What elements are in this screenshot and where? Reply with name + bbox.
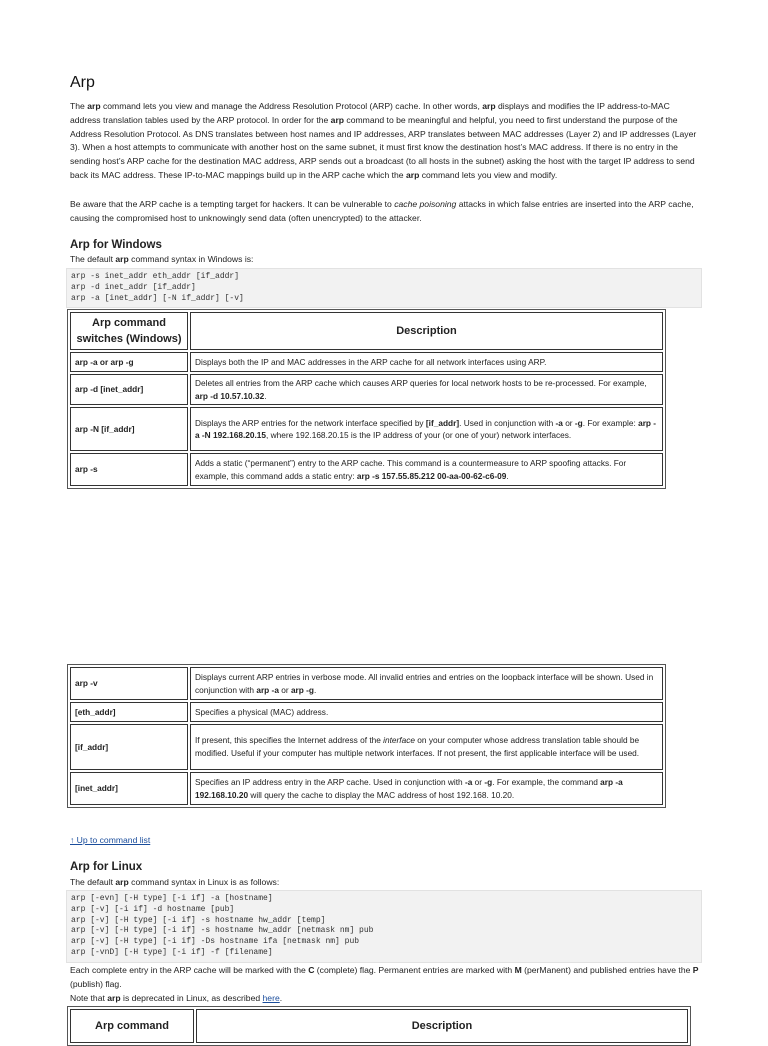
inline-link[interactable]: here xyxy=(262,993,280,1003)
switch-cell xyxy=(70,724,188,770)
text-run: Each complete entry in the ARP cache will be marked with the xyxy=(70,965,309,975)
text-run: . xyxy=(506,470,509,481)
text-run: is deprecated in Linux, as described xyxy=(120,993,263,1003)
text-run: or xyxy=(278,684,291,695)
text-run: (complete) flag. Permanent entries are marked with xyxy=(314,965,515,975)
switch-cell xyxy=(70,453,188,486)
bold-term: -g xyxy=(484,776,493,787)
bold-term: arp -a -N 192.168.20.15 xyxy=(195,417,657,441)
switch-cell xyxy=(70,772,188,805)
text-run: . For example: xyxy=(582,417,639,428)
text-run: Be aware that the ARP cache is a tempting target for hackers. It can be vulnerable to xyxy=(70,199,395,209)
table-row xyxy=(70,374,663,405)
bold-term: M xyxy=(514,965,522,975)
text-run: The default xyxy=(70,254,116,264)
text-run: . xyxy=(279,993,283,1003)
description-cell xyxy=(190,407,663,451)
table-header-description: Description xyxy=(190,312,663,350)
bold-term: [if_addr] xyxy=(425,417,460,428)
table-row xyxy=(70,453,663,486)
text-run: command to be meaningful and helpful, you need to first understand the purpose of the Address Resolution Protocol. As DNS translates between host names and IP addresses, ARP translates between MAC addresses (Layer 2) and IP addresses (Layer 3). When a host attempts to communicate with another host on the same subnet, it must first know the destination host’s MAC address. If there is no entry in the sending host’s ARP cache for the destination MAC address, ARP sends out a broadcast (to all hosts in the subnet) asking the host with the target IP address to send back its MAC address. These IP-to-MAC mappings build up in the ARP cache which the xyxy=(70,114,697,180)
bold-term: arp -d 10.57.10.32 xyxy=(195,390,265,401)
text-run: command syntax in Linux is as follows: xyxy=(128,877,280,887)
bold-term: [inet_addr] xyxy=(75,783,118,794)
table-row xyxy=(70,702,663,722)
table-row xyxy=(70,772,663,805)
table-row xyxy=(70,352,663,372)
description-cell xyxy=(190,724,663,770)
linux-syntax-code: arp [-evn] [-H type] [-i if] -a [hostname] arp [-v] [-i if] -d hostname [pub] arp [-v] [-H type] [-i if] -s hostname hw_addr [temp] arp [-v] [-H type] [-i if] -s hostname hw_addr [netmask nm] pub arp [-v] [-H type] [-i if] -Ds hostname ifa [netmask nm] pub arp [-vnD] [-H type] [-i if] -f [filename] xyxy=(66,890,702,963)
bold-term: arp -N [if_addr] xyxy=(75,423,135,434)
text-run: Displays both the IP and MAC addresses in the ARP cache for all network interfaces using ARP. xyxy=(195,356,547,367)
windows-switch-table-top xyxy=(67,309,666,489)
switch-cell xyxy=(70,407,188,451)
windows-table-top-body xyxy=(70,352,663,486)
switch-cell xyxy=(70,374,188,405)
windows-syntax-code: arp -s inet_addr eth_addr [if_addr] arp -d inet_addr [if_addr] arp -a [inet_addr] [-N if_addr] [-v] xyxy=(66,268,702,308)
intro-paragraph-2 xyxy=(70,198,700,226)
description-cell xyxy=(190,667,663,700)
text-run: Specifies a physical (MAC) address. xyxy=(195,706,329,717)
linux-heading: Arp for Linux xyxy=(70,861,143,873)
text-run: or xyxy=(97,356,111,367)
text-run: Displays current ARP entries in verbose mode. All invalid entries and entries on the loopback interface will be shown. Used in conjunction with xyxy=(195,671,654,695)
text-run: command syntax in Windows is: xyxy=(128,254,254,264)
linux-table-header-description: Description xyxy=(196,1009,688,1043)
description-cell xyxy=(190,374,663,405)
italic-term: interface xyxy=(383,735,415,746)
text-run: . For example, the command xyxy=(492,776,601,787)
text-run: command lets you view and modify. xyxy=(419,169,558,180)
description-cell xyxy=(190,453,663,486)
bold-term: arp xyxy=(482,101,496,111)
text-run: or xyxy=(472,776,485,787)
up-to-command-list-link[interactable]: ↑ Up to command list xyxy=(70,835,151,845)
bold-term: arp xyxy=(115,254,129,264)
bold-term: -a xyxy=(555,417,563,428)
text-run: will query the cache to display the MAC address of host 192.168. 10.20. xyxy=(248,789,515,800)
description-cell xyxy=(190,772,663,805)
bold-term: arp -g xyxy=(110,356,134,367)
text-run: , where 192.168.20.15 is the IP address of your (or one of your) network interfaces. xyxy=(266,430,572,441)
table-row xyxy=(70,667,663,700)
switch-cell xyxy=(70,702,188,722)
windows-heading: Arp for Windows xyxy=(70,239,162,251)
linux-syntax-intro xyxy=(70,876,700,890)
text-run: . xyxy=(314,684,317,695)
switch-cell xyxy=(70,667,188,700)
bold-term: arp -a 192.168.10.20 xyxy=(195,776,623,800)
description-cell xyxy=(190,352,663,372)
text-run: or xyxy=(562,417,575,428)
text-run: . xyxy=(264,390,267,401)
text-run: displays and modifies the IP address-to-MAC address translation tables used by the ARP protocol. In order for the xyxy=(70,101,670,125)
windows-switch-table-bottom xyxy=(67,664,666,808)
page-title: Arp xyxy=(70,74,95,91)
linux-flags-note xyxy=(70,964,700,992)
text-run: Deletes all entries from the ARP cache which causes ARP queries for local network hosts to be re-processed. For example, xyxy=(195,378,647,388)
description-cell xyxy=(190,702,663,722)
text-run: The default xyxy=(70,877,116,887)
linux-deprecated-note xyxy=(70,992,700,1006)
bold-term: arp -a xyxy=(256,684,279,695)
text-run: on your computer whose address translation table should be modified. Useful if your computer has multiple network interfaces. If not present, the first applicable interface will be used. xyxy=(195,735,640,758)
text-run: If present, this specifies the Internet address of the xyxy=(195,735,384,746)
bold-term: arp -s xyxy=(75,464,98,475)
bold-term: -a xyxy=(464,776,473,787)
bold-term: arp xyxy=(405,169,420,180)
bold-term: arp -d [inet_addr] xyxy=(75,384,144,395)
linux-switch-table xyxy=(67,1006,691,1046)
bold-term: arp -v xyxy=(75,678,98,689)
text-run: Displays the ARP entries for the network interface specified by xyxy=(195,417,426,428)
table-row xyxy=(70,724,663,770)
bold-term: arp xyxy=(115,877,129,887)
bold-term: C xyxy=(308,965,315,975)
windows-table-bottom-body xyxy=(70,667,663,805)
bold-term: arp xyxy=(87,101,101,111)
bold-term: arp xyxy=(107,993,121,1003)
table-header-switches: Arp command switches (Windows) xyxy=(70,312,188,350)
intro-paragraph-1 xyxy=(70,100,700,183)
bold-term: -g xyxy=(574,417,583,428)
text-run: (perManent) and published entries have the xyxy=(521,965,693,975)
text-run: Specifies an IP address entry in the ARP cache. Used in conjunction with xyxy=(195,776,465,787)
table-row xyxy=(70,407,663,451)
text-run: attacks in which false entries are inserted into the ARP cache, causing the compromised host to unknowingly send data (often unencrypted) to the attacker. xyxy=(70,199,694,223)
switch-cell xyxy=(70,352,188,372)
text-run: command lets you view and manage the Address Resolution Protocol (ARP) cache. In other words, xyxy=(100,101,483,111)
bold-term: P xyxy=(692,965,699,975)
italic-term: cache poisoning xyxy=(394,199,457,209)
bold-term: arp -g xyxy=(290,684,314,695)
bold-term: [if_addr] xyxy=(75,741,109,752)
bold-term: [eth_addr] xyxy=(75,706,116,717)
text-run: . Used in conjunction with xyxy=(459,417,556,428)
bold-term: arp -s 157.55.85.212 00-aa-00-62-c6-09 xyxy=(356,470,507,481)
bold-term: arp xyxy=(330,114,345,125)
linux-table-header-command: Arp command xyxy=(70,1009,194,1043)
bold-term: arp -a xyxy=(75,356,98,367)
text-run: (publish) flag. xyxy=(70,978,122,989)
text-run: Note that xyxy=(70,993,108,1003)
text-run: The xyxy=(70,101,88,111)
text-run: Adds a static (“permanent”) entry to the ARP cache. This command is a countermeasure to ARP spoofing attacks. For example, this command adds a static entry: xyxy=(195,458,627,481)
windows-syntax-intro xyxy=(70,253,700,267)
